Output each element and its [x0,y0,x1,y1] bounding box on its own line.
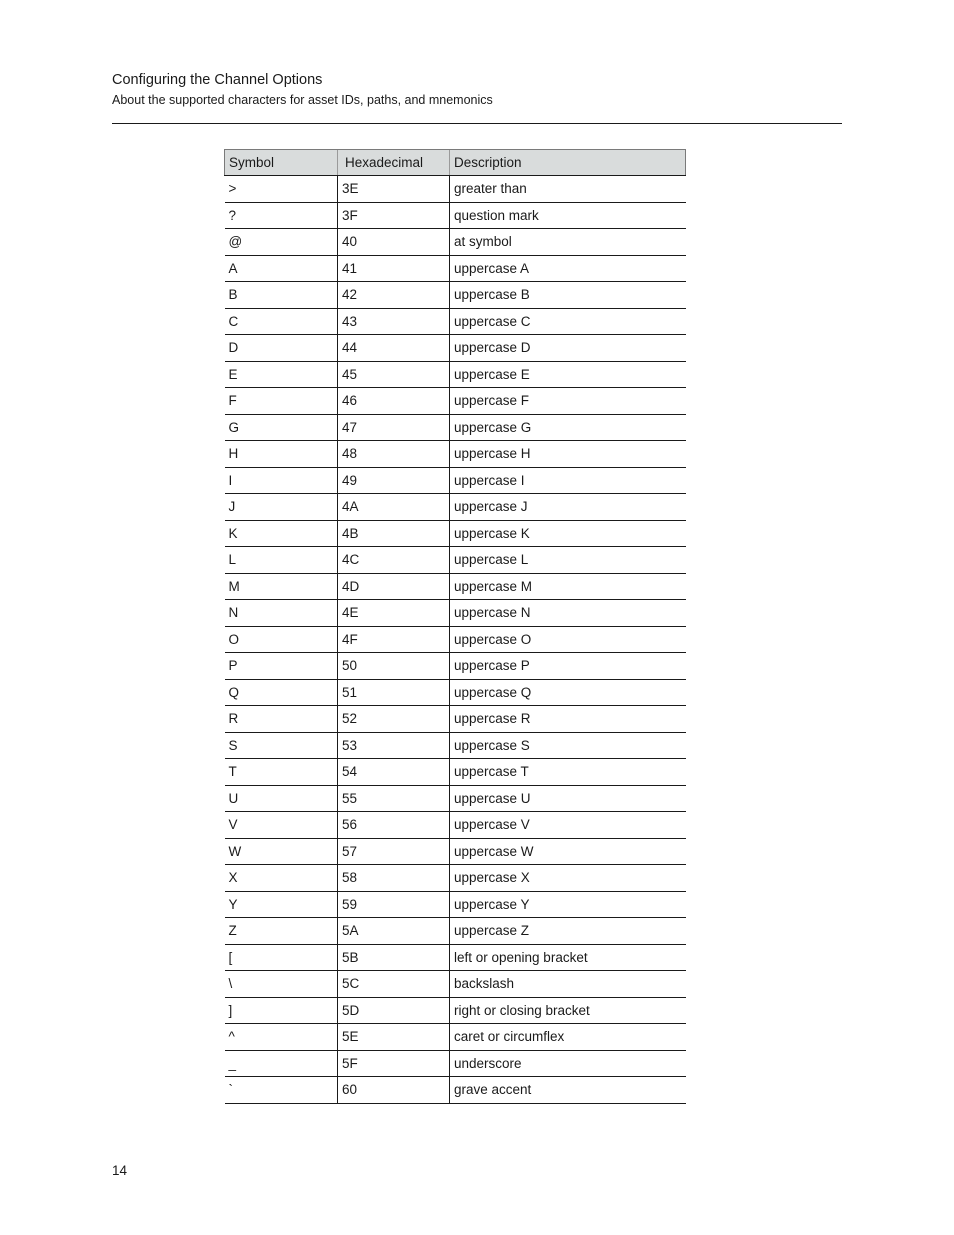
table-row [225,653,686,680]
description-cell: uppercase F [450,388,686,415]
hexadecimal-cell: 4A [338,494,450,521]
description-cell: backslash [450,971,686,998]
symbol-cell: G [225,414,338,441]
hexadecimal-cell: 60 [338,1077,450,1104]
hexadecimal-cell: 5F [338,1050,450,1077]
table-row [225,520,686,547]
hexadecimal-cell: 58 [338,865,450,892]
hexadecimal-cell: 48 [338,441,450,468]
description-cell: uppercase M [450,573,686,600]
description-cell: grave accent [450,1077,686,1104]
page-header-subtitle: About the supported characters for asset IDs, paths, and mnemonics [112,93,493,107]
column-header-hexadecimal: Hexadecimal [338,150,450,176]
column-header-description: Description [450,150,686,176]
table-row [225,1024,686,1051]
description-cell: uppercase R [450,706,686,733]
table-row [225,467,686,494]
symbol-cell: \ [225,971,338,998]
hexadecimal-cell: 4B [338,520,450,547]
description-cell: uppercase X [450,865,686,892]
symbol-cell: I [225,467,338,494]
table-row [225,838,686,865]
table-row [225,1077,686,1104]
character-table [224,149,686,1104]
description-cell: uppercase T [450,759,686,786]
hexadecimal-cell: 44 [338,335,450,362]
column-header-symbol: Symbol [225,150,338,176]
table-row [225,865,686,892]
hexadecimal-cell: 52 [338,706,450,733]
symbol-cell: E [225,361,338,388]
table-row [225,944,686,971]
symbol-cell: > [225,176,338,203]
symbol-cell: V [225,812,338,839]
description-cell: right or closing bracket [450,997,686,1024]
description-cell: uppercase I [450,467,686,494]
table-row [225,759,686,786]
symbol-cell: Z [225,918,338,945]
hexadecimal-cell: 5B [338,944,450,971]
symbol-cell: ^ [225,1024,338,1051]
hexadecimal-cell: 3E [338,176,450,203]
hexadecimal-cell: 4F [338,626,450,653]
description-cell: greater than [450,176,686,203]
table-body [225,176,686,1104]
symbol-cell: [ [225,944,338,971]
symbol-cell: B [225,282,338,309]
table-row [225,361,686,388]
table-row [225,706,686,733]
description-cell: uppercase K [450,520,686,547]
hexadecimal-cell: 4E [338,600,450,627]
table-row [225,1050,686,1077]
hexadecimal-cell: 41 [338,255,450,282]
symbol-cell: M [225,573,338,600]
description-cell: uppercase D [450,335,686,362]
description-cell: uppercase C [450,308,686,335]
description-cell: underscore [450,1050,686,1077]
symbol-cell: R [225,706,338,733]
hexadecimal-cell: 59 [338,891,450,918]
symbol-cell: D [225,335,338,362]
table-row [225,335,686,362]
description-cell: uppercase E [450,361,686,388]
hexadecimal-cell: 43 [338,308,450,335]
table-row [225,732,686,759]
description-cell: uppercase Z [450,918,686,945]
symbol-cell: C [225,308,338,335]
hexadecimal-cell: 50 [338,653,450,680]
description-cell: uppercase Q [450,679,686,706]
description-cell: question mark [450,202,686,229]
description-cell: uppercase P [450,653,686,680]
description-cell: left or opening bracket [450,944,686,971]
symbol-cell: S [225,732,338,759]
description-cell: uppercase L [450,547,686,574]
hexadecimal-cell: 5C [338,971,450,998]
table-row [225,547,686,574]
description-cell: uppercase A [450,255,686,282]
description-cell: uppercase J [450,494,686,521]
description-cell: uppercase O [450,626,686,653]
hexadecimal-cell: 56 [338,812,450,839]
table-row [225,679,686,706]
description-cell: uppercase U [450,785,686,812]
hexadecimal-cell: 55 [338,785,450,812]
hexadecimal-cell: 53 [338,732,450,759]
table-row [225,176,686,203]
hexadecimal-cell: 4C [338,547,450,574]
symbol-cell: _ [225,1050,338,1077]
symbol-cell: ` [225,1077,338,1104]
table-row [225,282,686,309]
description-cell: uppercase V [450,812,686,839]
symbol-cell: P [225,653,338,680]
hexadecimal-cell: 42 [338,282,450,309]
table-row [225,308,686,335]
hexadecimal-cell: 5E [338,1024,450,1051]
table-row [225,441,686,468]
hexadecimal-cell: 49 [338,467,450,494]
table-row [225,255,686,282]
table-row [225,229,686,256]
table-row [225,971,686,998]
table-row [225,626,686,653]
hexadecimal-cell: 40 [338,229,450,256]
symbol-cell: ] [225,997,338,1024]
table-row [225,812,686,839]
header-divider [112,123,842,124]
symbol-cell: Q [225,679,338,706]
table-row [225,997,686,1024]
table-row [225,573,686,600]
description-cell: uppercase H [450,441,686,468]
description-cell: caret or circumflex [450,1024,686,1051]
symbol-cell: L [225,547,338,574]
description-cell: uppercase S [450,732,686,759]
description-cell: uppercase W [450,838,686,865]
description-cell: uppercase G [450,414,686,441]
hexadecimal-cell: 54 [338,759,450,786]
symbol-cell: H [225,441,338,468]
hexadecimal-cell: 3F [338,202,450,229]
hexadecimal-cell: 45 [338,361,450,388]
page-number: 14 [112,1163,128,1178]
table-row [225,785,686,812]
symbol-cell: Y [225,891,338,918]
hexadecimal-cell: 46 [338,388,450,415]
symbol-cell: K [225,520,338,547]
symbol-cell: J [225,494,338,521]
symbol-cell: T [225,759,338,786]
hexadecimal-cell: 51 [338,679,450,706]
hexadecimal-cell: 47 [338,414,450,441]
symbol-cell: F [225,388,338,415]
description-cell: uppercase Y [450,891,686,918]
hexadecimal-cell: 57 [338,838,450,865]
description-cell: uppercase N [450,600,686,627]
table-row [225,414,686,441]
hexadecimal-cell: 5A [338,918,450,945]
symbol-cell: W [225,838,338,865]
description-cell: at symbol [450,229,686,256]
symbol-cell: @ [225,229,338,256]
hexadecimal-cell: 4D [338,573,450,600]
symbol-cell: X [225,865,338,892]
hexadecimal-cell: 5D [338,997,450,1024]
table-row [225,388,686,415]
table-row [225,202,686,229]
symbol-cell: A [225,255,338,282]
symbol-cell: N [225,600,338,627]
table-row [225,918,686,945]
table-row [225,891,686,918]
table-row [225,600,686,627]
symbol-cell: ? [225,202,338,229]
description-cell: uppercase B [450,282,686,309]
table-row [225,494,686,521]
table-header-row [225,150,686,176]
page-header-title: Configuring the Channel Options [112,72,323,88]
symbol-cell: O [225,626,338,653]
symbol-cell: U [225,785,338,812]
